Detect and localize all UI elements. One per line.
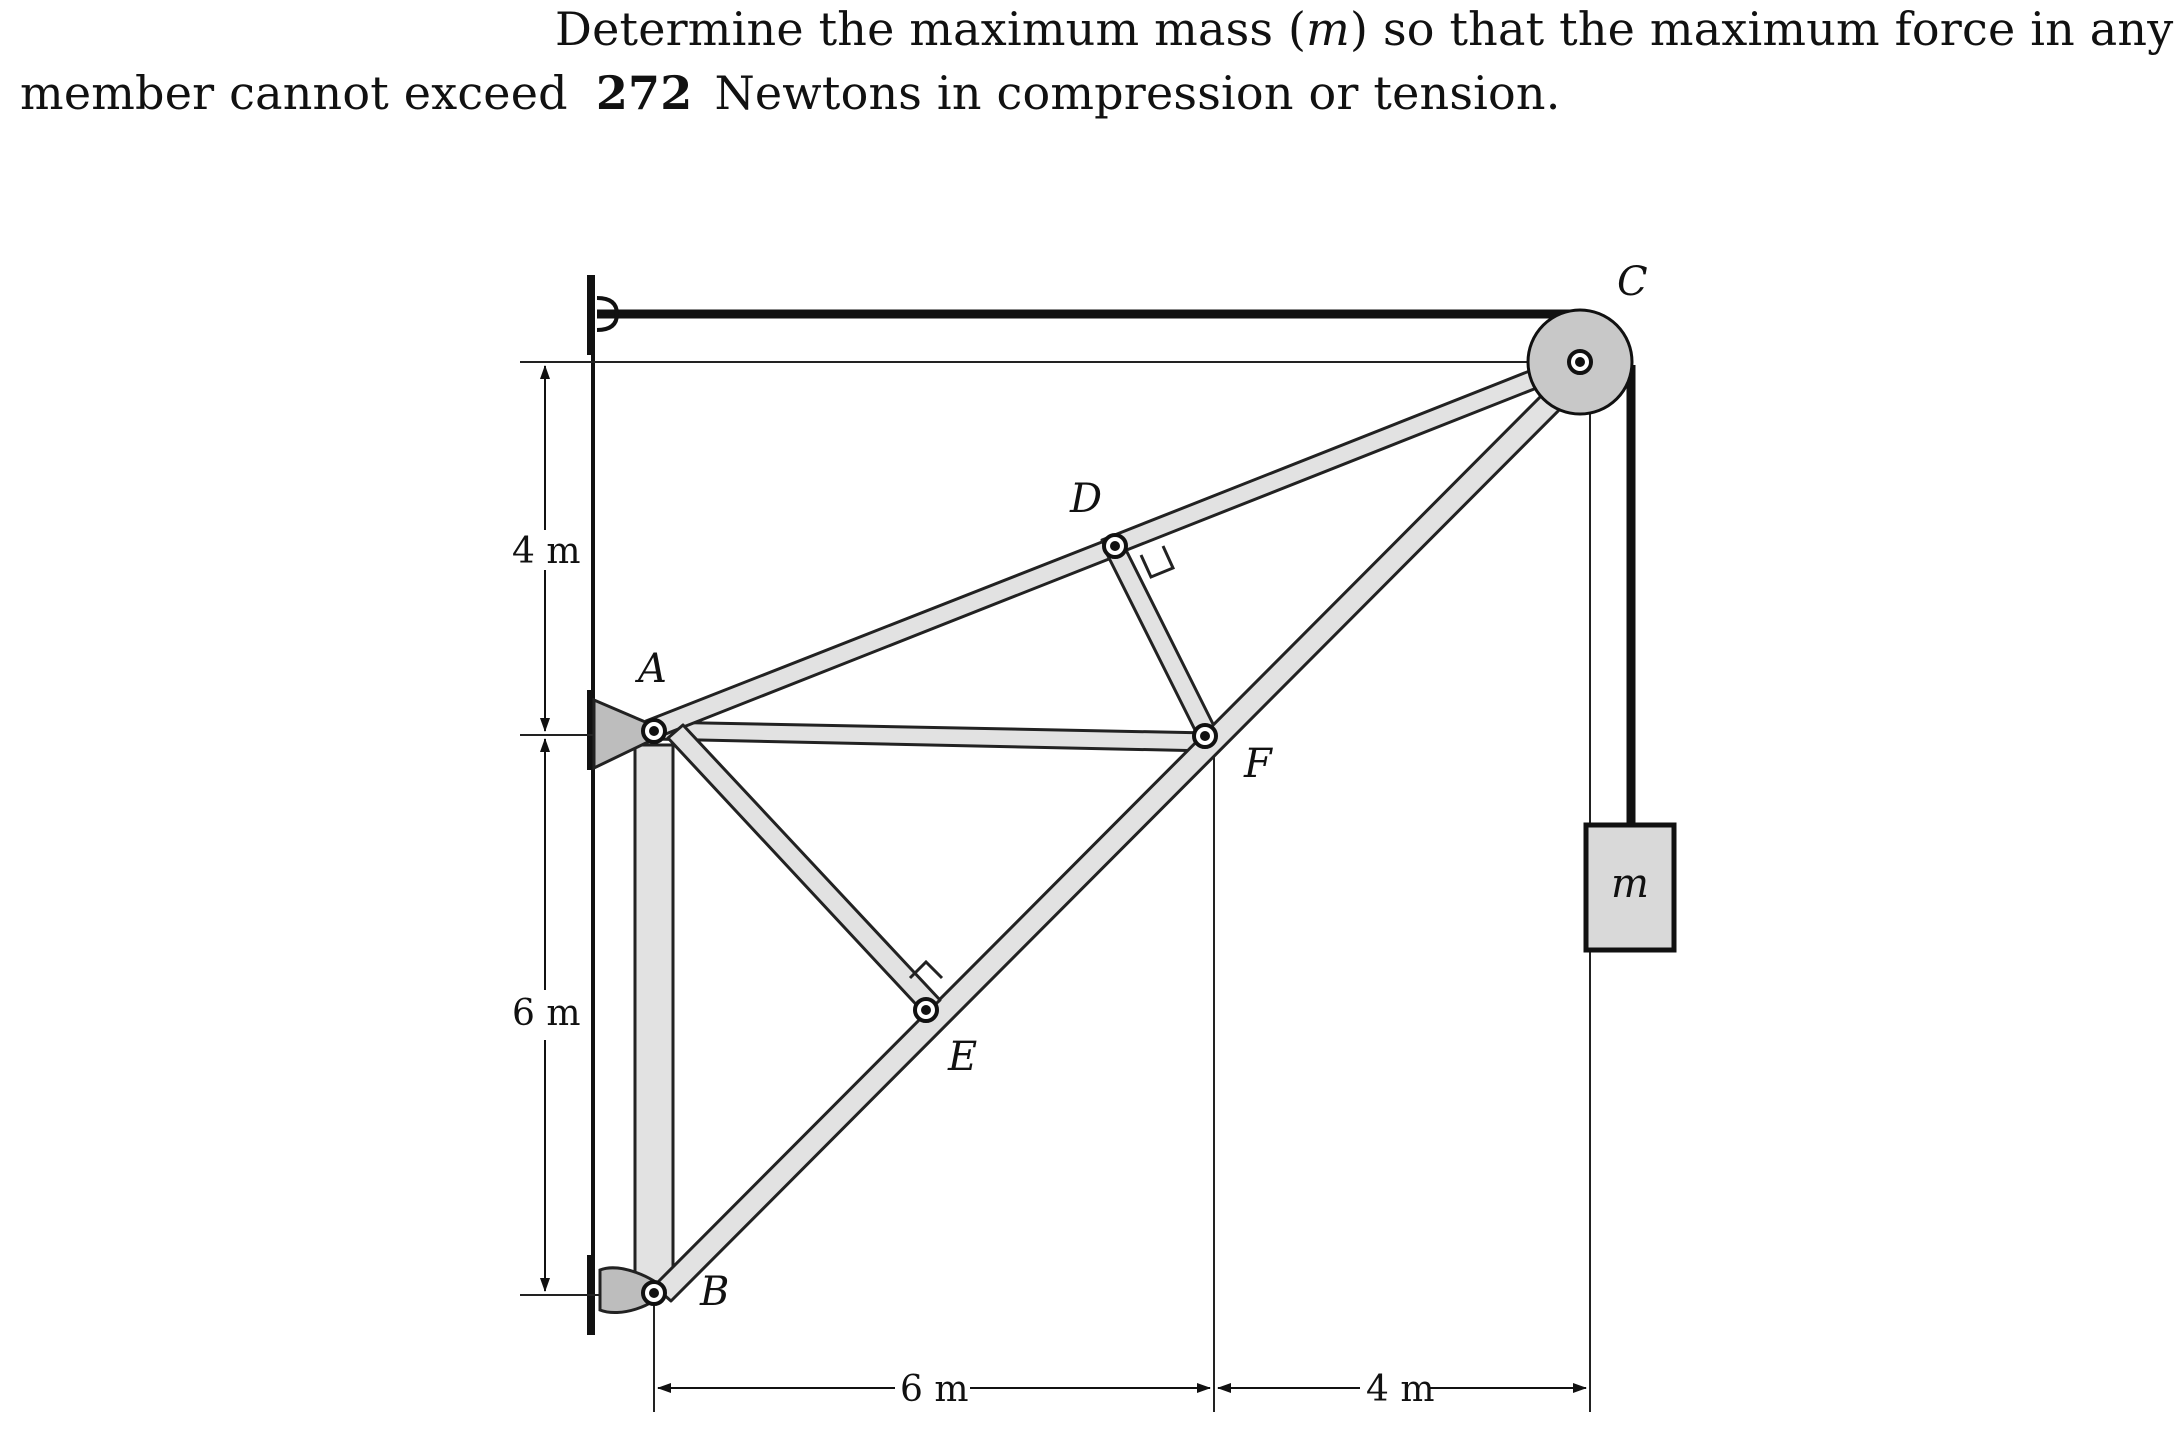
label-joint-a: A xyxy=(638,646,667,692)
dim-horizontal-left: 6 m xyxy=(900,1369,969,1410)
wall xyxy=(587,275,594,1335)
label-joint-b: B xyxy=(700,1269,730,1315)
dim-horizontal-right: 4 m xyxy=(1366,1369,1435,1410)
dim-vertical-top: 4 m xyxy=(512,531,581,572)
force-limit-value: 272 xyxy=(595,66,693,120)
hanging-mass xyxy=(1586,825,1674,950)
member-ad xyxy=(646,540,1114,739)
label-joint-e: E xyxy=(948,1034,978,1080)
problem-text-prefix: Determine the maximum mass ( xyxy=(555,2,1307,56)
problem-text-suffix: ) so that the maximum force in any xyxy=(1350,2,2174,56)
label-joint-d: D xyxy=(1070,476,1103,522)
member-ae xyxy=(668,725,940,1014)
member-bc xyxy=(654,359,1595,1301)
problem-text-suffix-2: Newtons in compression or tension. xyxy=(714,66,1561,120)
member-ab xyxy=(635,745,673,1293)
member-af xyxy=(654,722,1210,751)
dim-vertical-bottom: 6 m xyxy=(512,993,581,1034)
mass-label: m xyxy=(1611,861,1649,907)
top-cable xyxy=(597,298,1580,330)
mass-symbol: m xyxy=(1306,2,1350,56)
label-joint-c: C xyxy=(1617,259,1648,305)
label-joint-f: F xyxy=(1244,741,1272,787)
problem-text-prefix-2: member cannot exceed xyxy=(20,66,568,120)
